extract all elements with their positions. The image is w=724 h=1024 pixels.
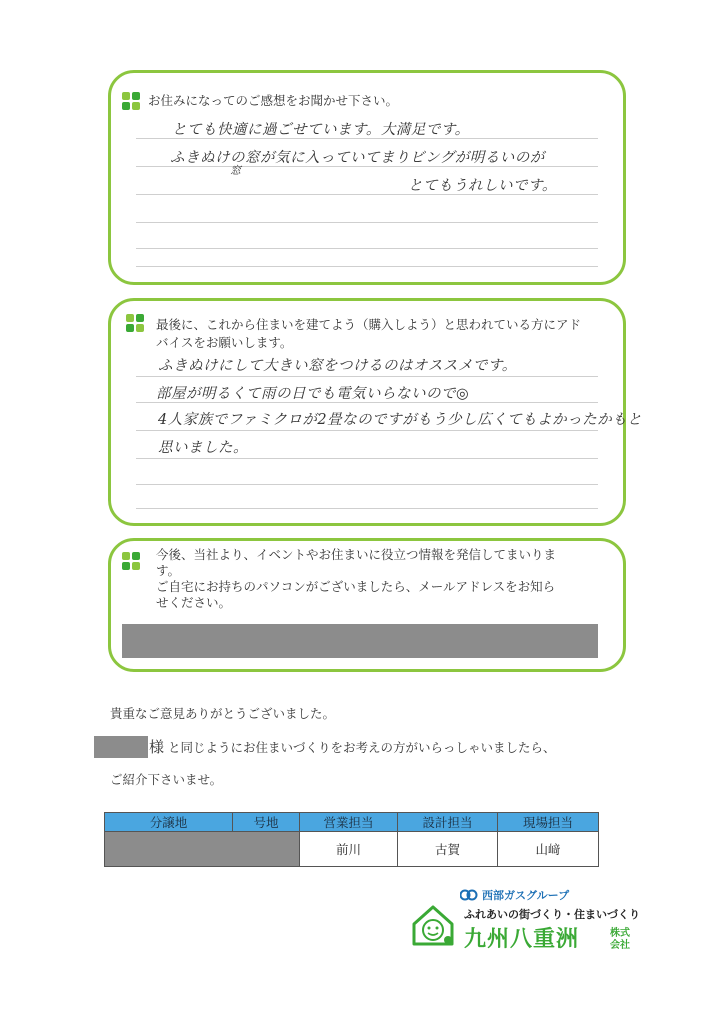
- answer-rule: [136, 458, 598, 459]
- redacted-customer-name: [94, 736, 148, 758]
- company-name: 九州八重洲: [464, 927, 580, 952]
- handwritten-answer-line: ふきぬけにして大きい窓をつけるのはオススメです。: [158, 358, 517, 374]
- handwritten-answer-line: とても快適に過ごせています。大満足です。: [172, 122, 470, 138]
- answer-rule: [136, 222, 598, 223]
- seibu-gas-mark-icon: [460, 888, 482, 902]
- info-text-line: ご自宅にお持ちのパソコンがございましたら、メールアドレスをお知ら: [156, 579, 556, 594]
- staff-table-header: [105, 813, 599, 832]
- company-logo: [410, 886, 640, 950]
- advice-question-line: バイスをお願いします。: [156, 335, 293, 350]
- honorific: 様: [149, 738, 165, 756]
- staff-table-row: [105, 832, 599, 867]
- header-design: 設計担当: [398, 813, 498, 832]
- header-lot-number: 号地: [233, 813, 300, 832]
- header-subdivision: 分譲地: [105, 813, 233, 832]
- impressions-question: お住みになってのご感想をお聞かせ下さい。: [148, 93, 399, 108]
- company-suffix-bottom: 会社: [610, 940, 630, 951]
- redacted-lot-cell: [105, 832, 300, 867]
- handwritten-answer-line: ふきぬけの窓が気に入っていてまりビングが明るいのが: [170, 150, 545, 166]
- sales-staff: 前川: [300, 832, 398, 867]
- header-site: 現場担当: [498, 813, 599, 832]
- design-staff: 古賀: [398, 832, 498, 867]
- answer-rule: [136, 248, 598, 249]
- info-text-line: せください。: [156, 595, 232, 610]
- handwritten-answer-line: とてもうれしいです。: [408, 178, 557, 194]
- referral-text: と同じようにお住まいづくりをお考えの方がいらっしゃいましたら、: [168, 740, 556, 755]
- info-text-line: す。: [156, 563, 181, 578]
- thanks-text: 貴重なご意見ありがとうございました。: [110, 706, 336, 721]
- staff-table: [104, 812, 599, 867]
- answer-rule: [136, 430, 598, 431]
- answer-rule: [136, 484, 598, 485]
- redacted-email-field: [122, 624, 598, 658]
- company-suffix-top: 株式: [610, 928, 630, 939]
- clover-icon: [126, 314, 144, 332]
- answer-rule: [136, 266, 598, 267]
- clover-icon: [122, 552, 140, 570]
- advice-question-line: 最後に、これから住まいを建てよう（購入しよう）と思われている方にアド: [156, 317, 582, 332]
- handwritten-answer-line: 部屋が明るくて雨の日でも電気いらないので◎: [156, 386, 470, 402]
- info-text-line: 今後、当社より、イベントやお住まいに役立つ情報を発信してまいりま: [156, 547, 557, 562]
- answer-rule: [136, 376, 598, 377]
- handwritten-answer-line: 4人家族でファミクロが2畳なのですがもう少し広くてもよかったかもと: [158, 412, 643, 428]
- header-sales: 営業担当: [300, 813, 398, 832]
- answer-rule: [136, 508, 598, 509]
- clover-icon: [122, 92, 140, 110]
- handwritten-answer-line: 思いました。: [158, 440, 248, 456]
- company-tagline: ふれあいの街づくり・住まいづくり: [464, 908, 640, 921]
- site-staff: 山﨑: [498, 832, 599, 867]
- group-name: 西部ガスグループ: [482, 889, 570, 902]
- house-smile-icon: [410, 902, 456, 948]
- referral-end: ご紹介下さいませ。: [110, 772, 223, 787]
- handwritten-correction: 窓: [230, 164, 242, 177]
